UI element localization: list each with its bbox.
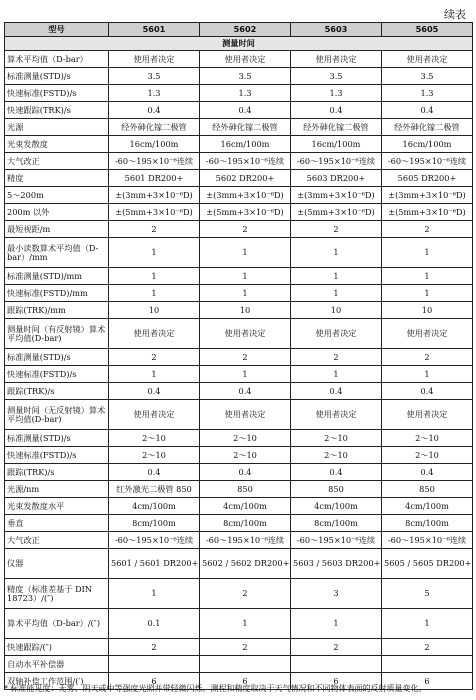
cell-value: ±(5mm+3×10⁻⁶D) <box>200 204 291 221</box>
cell-value: 6 <box>200 673 291 690</box>
cell-value <box>200 656 291 673</box>
cell-value: 2 <box>291 349 382 366</box>
cell-value: 0.4 <box>109 383 200 400</box>
cell-value: 2～10 <box>382 430 473 447</box>
cell-value: 0.4 <box>382 464 473 481</box>
cell-value: ±(5mm+3×10⁻⁶D) <box>291 204 382 221</box>
table-row <box>5 447 473 464</box>
cell-value: ±(3mm+3×10⁻⁶D) <box>291 187 382 204</box>
cell-value: 1.3 <box>382 85 473 102</box>
cell-value: 0.4 <box>109 464 200 481</box>
cell-value: 经外砷化镓二极管 <box>291 119 382 136</box>
cell-value: 1 <box>291 366 382 383</box>
table-row <box>5 498 473 515</box>
cell-value: 红外激光二极管 850 <box>109 481 200 498</box>
cell-value: 10 <box>109 302 200 319</box>
cell-value: 1 <box>382 609 473 639</box>
table-row <box>5 430 473 447</box>
table-row <box>5 102 473 119</box>
cell-value: 使用者决定 <box>109 400 200 430</box>
cell-value: 4cm/100m <box>200 498 291 515</box>
cell-value: 16cm/100m <box>109 136 200 153</box>
row-label: 光源/nm <box>5 481 109 498</box>
cell-value: 0.4 <box>200 383 291 400</box>
cell-value: 2～10 <box>382 447 473 464</box>
cell-value: 使用者决定 <box>200 319 291 349</box>
cell-value: 10 <box>291 302 382 319</box>
table-row <box>5 481 473 498</box>
row-label: 光束发散度水平 <box>5 498 109 515</box>
cell-value: 0.4 <box>382 102 473 119</box>
cell-value: ±(3mm+3×10⁻⁶D) <box>382 187 473 204</box>
row-label: 测量时间（有反射镜）算术平均值(D-bar) <box>5 319 109 349</box>
cell-value: 16cm/100m <box>291 136 382 153</box>
row-label: 仪器 <box>5 549 109 579</box>
row-label: 大气改正 <box>5 153 109 170</box>
cell-value: 2～10 <box>200 430 291 447</box>
row-label: 最短视距/m <box>5 221 109 238</box>
table-row <box>5 349 473 366</box>
row-label: 精度（标准差基于 DIN 18723）/(″) <box>5 579 109 609</box>
cell-value: 1 <box>200 366 291 383</box>
cell-value: -60～195×10⁻⁶连续 <box>382 153 473 170</box>
row-label: 快速跟踪(TRK)/s <box>5 102 109 119</box>
row-label: 大气改正 <box>5 532 109 549</box>
cell-value: 使用者决定 <box>109 51 200 68</box>
row-label: 标准测量(STD)/s <box>5 68 109 85</box>
cell-value: 16cm/100m <box>200 136 291 153</box>
header-cell-1: 5601 <box>109 23 200 37</box>
row-label: 快速标准(FSTD)/s <box>5 447 109 464</box>
cell-value: 1 <box>291 238 382 268</box>
table-row <box>5 68 473 85</box>
cell-value: 3.5 <box>109 68 200 85</box>
table-row <box>5 639 473 656</box>
cell-value: 10 <box>200 302 291 319</box>
cell-value: 0.4 <box>200 102 291 119</box>
cell-value: 8cm/100m <box>382 515 473 532</box>
cell-value: 5602 DR200+ <box>200 170 291 187</box>
row-label: 标准测量(STD)/s <box>5 430 109 447</box>
cell-value: 使用者决定 <box>109 319 200 349</box>
cell-value: 1 <box>291 285 382 302</box>
row-label: 垂直 <box>5 515 109 532</box>
cell-value: 0.4 <box>200 464 291 481</box>
cell-value: 使用者决定 <box>200 400 291 430</box>
cell-value: 使用者决定 <box>200 51 291 68</box>
cell-value: 8cm/100m <box>200 515 291 532</box>
cell-value: 1 <box>109 366 200 383</box>
cell-value <box>109 656 200 673</box>
table-row <box>5 268 473 285</box>
table-row <box>5 400 473 430</box>
cell-value: 2 <box>382 349 473 366</box>
table-row <box>5 119 473 136</box>
row-label: 算术平均值（D-bar） <box>5 51 109 68</box>
table-row <box>5 136 473 153</box>
cell-value: -60～195×10⁻⁶连续 <box>200 532 291 549</box>
cell-value: 2～10 <box>291 447 382 464</box>
row-label: 快速标准(FSTD)/mm <box>5 285 109 302</box>
cell-value: 1 <box>200 238 291 268</box>
cell-value: 2 <box>291 221 382 238</box>
cell-value: ±(5mm+3×10⁻⁶D) <box>382 204 473 221</box>
table-row <box>5 579 473 609</box>
section-row <box>5 37 473 51</box>
row-label: 标准测量(STD)/s <box>5 349 109 366</box>
cell-value: 1.3 <box>200 85 291 102</box>
row-label: 算术平均值（D-bar）/(″) <box>5 609 109 639</box>
cell-value: 使用者决定 <box>291 51 382 68</box>
table-row <box>5 285 473 302</box>
cell-value: ±(3mm+3×10⁻⁶D) <box>200 187 291 204</box>
row-label: 快速标准(FSTD)/s <box>5 85 109 102</box>
cell-value: 1 <box>200 268 291 285</box>
cell-value: 2 <box>109 349 200 366</box>
cell-value: 1 <box>109 285 200 302</box>
cell-value: 3 <box>291 579 382 609</box>
cell-value: 4cm/100m <box>109 498 200 515</box>
cell-value: 8cm/100m <box>291 515 382 532</box>
row-label: 跟踪(TRK)/s <box>5 464 109 481</box>
cell-value: 5602 / 5602 DR200+ <box>200 549 291 579</box>
cell-value: -60～195×10⁻⁶连续 <box>382 532 473 549</box>
cell-value: 5 <box>382 579 473 609</box>
cell-value: 0.4 <box>291 383 382 400</box>
cell-value: 5601 DR200+ <box>109 170 200 187</box>
row-label: 双轴补偿工作范围/(′) <box>5 673 109 690</box>
cell-value <box>291 656 382 673</box>
header-cell-model: 型号 <box>5 23 109 37</box>
footnote: * 标准能见度：无雾、阴天或中等强度光照并带轻微闪烁。测程和精度取决于天气情况和不同物体表面的反射质量变化。 <box>4 684 427 693</box>
cell-value: 经外砷化镓二极管 <box>200 119 291 136</box>
row-label: 光源 <box>5 119 109 136</box>
cell-value: -60～195×10⁻⁶连续 <box>109 532 200 549</box>
cell-value: 3.5 <box>291 68 382 85</box>
cell-value: 3.5 <box>200 68 291 85</box>
cell-value: 使用者决定 <box>382 51 473 68</box>
cell-value: 2～10 <box>291 430 382 447</box>
spec-table <box>4 22 473 690</box>
table-row <box>5 153 473 170</box>
cell-value: 2 <box>200 579 291 609</box>
cell-value: 2～10 <box>200 447 291 464</box>
cell-value: 0.1 <box>109 609 200 639</box>
row-label: 测量时间（无反射镜）算术平均值(D-bar) <box>5 400 109 430</box>
cell-value: 使用者决定 <box>291 319 382 349</box>
cell-value: 1 <box>291 268 382 285</box>
cell-value: 2 <box>200 349 291 366</box>
cell-value: 5603 / 5603 DR200+ <box>291 549 382 579</box>
row-label: 200m 以外 <box>5 204 109 221</box>
table-row <box>5 366 473 383</box>
cell-value: 1 <box>382 366 473 383</box>
cell-value: 1 <box>291 609 382 639</box>
row-label: 5～200m <box>5 187 109 204</box>
cell-value: ±(3mm+3×10⁻⁶D) <box>109 187 200 204</box>
cell-value: 5603 DR200+ <box>291 170 382 187</box>
cell-value: 1 <box>382 285 473 302</box>
cell-value: -60～195×10⁻⁶连续 <box>291 532 382 549</box>
cell-value: 2 <box>382 221 473 238</box>
table-row <box>5 609 473 639</box>
table-row <box>5 515 473 532</box>
cell-value: 使用者决定 <box>291 400 382 430</box>
row-label: 标准测量(STD)/mm <box>5 268 109 285</box>
table-row <box>5 464 473 481</box>
cell-value: 1 <box>109 238 200 268</box>
cell-value: 0.4 <box>291 464 382 481</box>
cell-value: 0.4 <box>382 383 473 400</box>
row-label: 快速标准(FSTD)/s <box>5 366 109 383</box>
header-cell-2: 5602 <box>200 23 291 37</box>
cell-value: 2～10 <box>109 430 200 447</box>
cell-value: 1.3 <box>291 85 382 102</box>
cell-value: 6 <box>382 673 473 690</box>
table-row <box>5 85 473 102</box>
cell-value: 经外砷化镓二极管 <box>109 119 200 136</box>
cell-value: 5601 / 5601 DR200+ <box>109 549 200 579</box>
table-row <box>5 51 473 68</box>
cell-value: 使用者决定 <box>382 319 473 349</box>
cell-value: -60～195×10⁻⁶连续 <box>109 153 200 170</box>
cell-value: 6 <box>109 673 200 690</box>
cell-value: 2～10 <box>109 447 200 464</box>
cell-value: 0.4 <box>291 102 382 119</box>
cell-value: 4cm/100m <box>291 498 382 515</box>
cell-value: 16cm/100m <box>382 136 473 153</box>
cell-value: 6 <box>291 673 382 690</box>
table-row <box>5 302 473 319</box>
row-label: 跟踪(TRK)/s <box>5 383 109 400</box>
header-cell-4: 5605 <box>382 23 473 37</box>
cell-value: 850 <box>291 481 382 498</box>
cell-value: 1 <box>109 268 200 285</box>
row-label: 光束发散度 <box>5 136 109 153</box>
cell-value: 2 <box>109 221 200 238</box>
section-title: 测量时间 <box>5 37 473 51</box>
table-row <box>5 238 473 268</box>
cell-value: 10 <box>382 302 473 319</box>
cell-value: 4cm/100m <box>382 498 473 515</box>
table-row <box>5 532 473 549</box>
cell-value: ±(5mm+3×10⁻⁶D) <box>109 204 200 221</box>
continued-label: 续表 <box>444 8 466 21</box>
cell-value: 1 <box>382 238 473 268</box>
row-label: 精度 <box>5 170 109 187</box>
row-label: 快速跟踪/(″) <box>5 639 109 656</box>
table-row <box>5 221 473 238</box>
table-header-row <box>5 23 473 37</box>
cell-value: 3.5 <box>382 68 473 85</box>
table-row <box>5 549 473 579</box>
cell-value: 2 <box>200 221 291 238</box>
cell-value: 1 <box>109 579 200 609</box>
cell-value: 1.3 <box>109 85 200 102</box>
table-row <box>5 170 473 187</box>
header-cell-3: 5603 <box>291 23 382 37</box>
cell-value: 使用者决定 <box>382 400 473 430</box>
table-row <box>5 656 473 673</box>
cell-value: 1 <box>200 285 291 302</box>
cell-value: 5605 DR200+ <box>382 170 473 187</box>
cell-value: 2 <box>291 639 382 656</box>
cell-value: -60～195×10⁻⁶连续 <box>200 153 291 170</box>
cell-value: 2 <box>200 639 291 656</box>
cell-value: 经外砷化镓二极管 <box>382 119 473 136</box>
cell-value <box>382 656 473 673</box>
cell-value: 850 <box>200 481 291 498</box>
cell-value: 2 <box>109 639 200 656</box>
cell-value: 8cm/100m <box>109 515 200 532</box>
table-row <box>5 383 473 400</box>
cell-value: 850 <box>382 481 473 498</box>
cell-value: 1 <box>200 609 291 639</box>
cell-value: 0.4 <box>109 102 200 119</box>
row-label: 最小读数算术平均值（D-bar）/mm <box>5 238 109 268</box>
row-label: 自动水平补偿器 <box>5 656 109 673</box>
cell-value: 2 <box>382 639 473 656</box>
cell-value: -60～195×10⁻⁶连续 <box>291 153 382 170</box>
cell-value: 5605 / 5605 DR200+ <box>382 549 473 579</box>
table-row <box>5 187 473 204</box>
cell-value: 1 <box>382 268 473 285</box>
table-row <box>5 204 473 221</box>
table-row <box>5 319 473 349</box>
row-label: 跟踪(TRK)/mm <box>5 302 109 319</box>
